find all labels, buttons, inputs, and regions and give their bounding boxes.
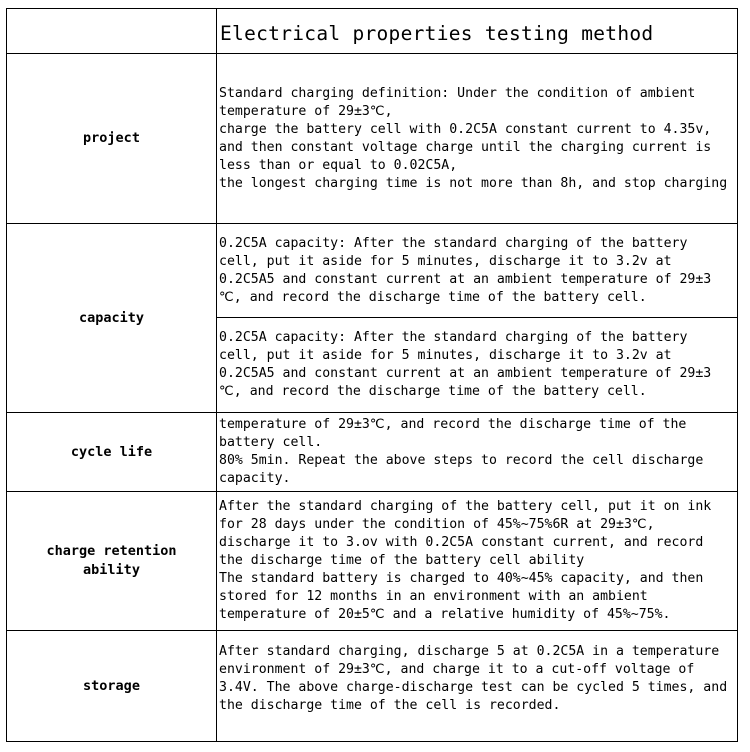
content-line: stored for 12 months in an environment with an ambient	[219, 589, 648, 604]
content-line: cell, put it aside for 5 minutes, discharge it to 3.2v at	[219, 348, 672, 363]
row-label-storage: storage	[83, 677, 140, 694]
content-line: After the standard charging of the battery cell, put it on ink	[219, 499, 712, 514]
row-label-project: project	[83, 130, 140, 146]
row-content-project	[218, 54, 735, 223]
row-content-storage	[218, 631, 735, 727]
content-line: temperature of 29±3℃,	[219, 103, 393, 119]
content-line: ℃, and record the discharge time of the battery cell.	[219, 289, 647, 305]
content-line: less than or equal to 0.02C5A,	[219, 157, 458, 173]
content-line: 80% 5min. Repeat the above steps to record the cell discharge	[219, 453, 704, 468]
content-line: the discharge time of the battery cell ability	[219, 553, 585, 568]
content-line: The standard battery is charged to 40%~45% capacity, and then	[219, 571, 704, 586]
row-label-capacity: capacity	[78, 309, 145, 326]
header-label-cell	[7, 9, 216, 53]
content-line: cell, put it aside for 5 minutes, discharge it to 3.2v at	[219, 253, 672, 269]
content-line: capacity.	[219, 471, 291, 486]
content-line: 0.2C5A capacity: After the standard charging of the battery	[219, 330, 688, 345]
column-divider	[216, 9, 217, 741]
content-line: discharge it to 3.ov with 0.2C5A constant current, and record	[219, 535, 704, 550]
row-label-charge-retention: charge retention ability	[46, 543, 177, 578]
content-line: and then constant voltage charge until the charging current is	[219, 139, 712, 155]
content-line: charge the battery cell with 0.2C5A constant current to 4.35v,	[219, 121, 712, 137]
content-line: environment of 29±3℃, and charge it to a cut-off voltage of	[219, 662, 695, 677]
content-line: Standard charging definition: Under the condition of ambient	[219, 85, 696, 101]
content-line: 0.2C5A5 and constant current at an ambient temperature of 29±3	[219, 366, 712, 381]
row-content-capacity-a	[218, 224, 735, 317]
content-line: for 28 days under the condition of 45%~75%6R at 29±3℃,	[219, 517, 655, 532]
content-line: ℃, and record the discharge time of the battery cell.	[219, 384, 647, 399]
content-line: After standard charging, discharge 5 at 0.2C5A in a temperature	[219, 644, 720, 659]
row-content-cycle-life	[218, 413, 735, 491]
content-line: 0.2C5A5 and constant current at an ambient temperature of 29±3	[219, 271, 712, 287]
content-line: the longest charging time is not more than 8h, and stop charging	[219, 175, 728, 191]
content-line: temperature of 29±3℃, and record the discharge time of the	[219, 417, 687, 432]
content-line: temperature of 20±5℃ and a relative humidity of 45%~75%.	[219, 607, 671, 622]
content-line: battery cell.	[219, 435, 323, 450]
content-line: 3.4V. The above charge-discharge test can be cycled 5 times, and	[219, 680, 728, 695]
content-line: the discharge time of the cell is recorded.	[219, 698, 561, 713]
row-content-charge-retention	[218, 492, 735, 630]
content-line: 0.2C5A capacity: After the standard charging of the battery	[219, 235, 688, 251]
table-title: Electrical properties testing method	[220, 21, 654, 45]
row-content-capacity-b	[218, 318, 735, 412]
row-label-cycle-life: cycle life	[70, 443, 153, 460]
testing-method-table	[6, 8, 738, 742]
